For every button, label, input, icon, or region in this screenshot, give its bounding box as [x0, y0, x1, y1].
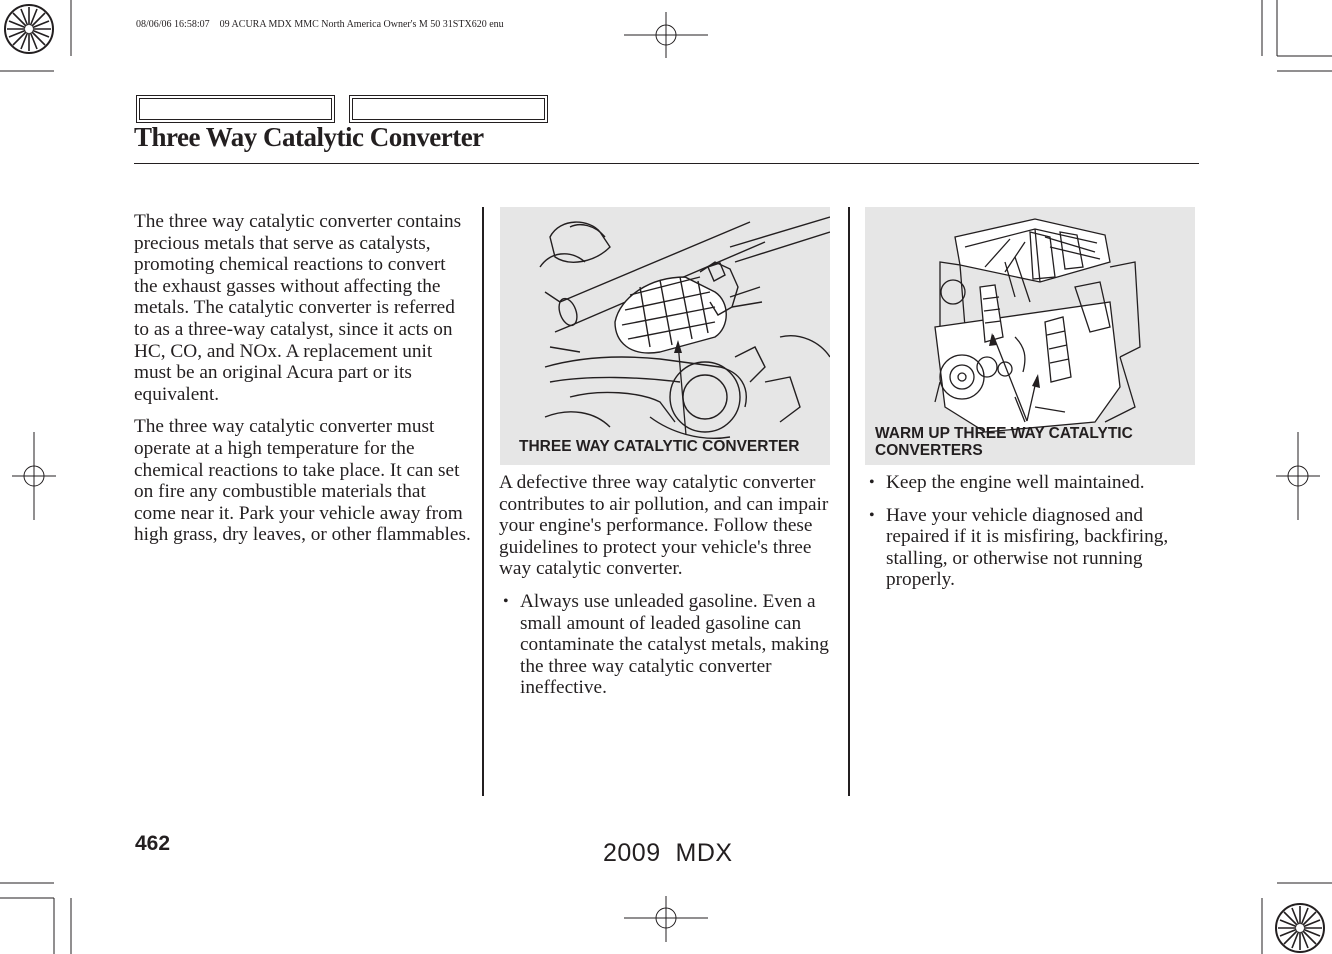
crop-mark-bottom-left [0, 880, 80, 954]
paragraph-defective-converter: A defective three way catalytic converter contributes to air pollution, and can impair your engine's performance. Follow these guidelines to protect your vehicle's three way catalytic converter. [499, 472, 829, 580]
figure-caption-catalytic-converter: THREE WAY CATALYTIC CONVERTER [519, 438, 800, 455]
catalytic-converter-illustration [500, 207, 830, 465]
paragraph-catalyst-description: The three way catalytic converter contains precious metals that serve as catalysts, promoting chemical reactions to convert the exhaust gasses without affecting the metals. The catalytic converter is referred to as a three-way catalyst, since it acts on HC, CO, and NOx. A replacement unit must be an original Acura part or its equivalent. [134, 211, 462, 405]
crop-mark-top-right [1255, 0, 1332, 75]
column-divider-1 [482, 207, 484, 796]
crosshair-mark-top-center [620, 12, 710, 60]
title-rule [134, 163, 1199, 164]
figure-caption-warm-up-converters: WARM UP THREE WAY CATALYTIC CONVERTERS [875, 425, 1133, 459]
registration-mark-bottom-right [1255, 880, 1332, 954]
column-3 [865, 472, 1195, 602]
crosshair-mark-bottom-center [620, 896, 710, 944]
model-label: 2009 MDX [603, 839, 733, 867]
column-divider-2 [848, 207, 850, 796]
list-item: • Always use unleaded gasoline. Even a small amount of leaded gasoline can contaminate the catalyst metals, making the three way catalytic converter ineffective. [499, 591, 835, 699]
page-title: Three Way Catalytic Converter [134, 122, 484, 152]
guidelines-list-2 [865, 472, 1195, 591]
column-2 [499, 472, 835, 710]
section-tab-box-2 [349, 95, 548, 123]
section-tab-box-1 [136, 95, 335, 123]
column-1 [134, 211, 472, 557]
registration-mark-top-left [0, 0, 80, 75]
list-item: • Keep the engine well maintained. [865, 472, 1195, 494]
paragraph-temperature-warning: The three way catalytic converter must operate at a high temperature for the chemical reactions to take place. It can set on fire any combustible materials that come near it. Park your vehicle away from high grass, dry leaves, or other flammables. [134, 416, 471, 546]
figure-catalytic-converter [500, 207, 830, 465]
crosshair-mark-right [1276, 432, 1322, 522]
crosshair-mark-left [12, 432, 58, 522]
figure-warm-up-converters [865, 207, 1195, 465]
list-item: • Have your vehicle diagnosed and repaired if it is misfiring, backfiring, stalling, or otherwise not running properly. [865, 505, 1195, 591]
page-number: 462 [135, 832, 171, 855]
guidelines-list-1 [499, 591, 835, 699]
print-header: 08/06/06 16:58:07 09 ACURA MDX MMC North America Owner's M 50 31STX620 enu [136, 19, 504, 30]
